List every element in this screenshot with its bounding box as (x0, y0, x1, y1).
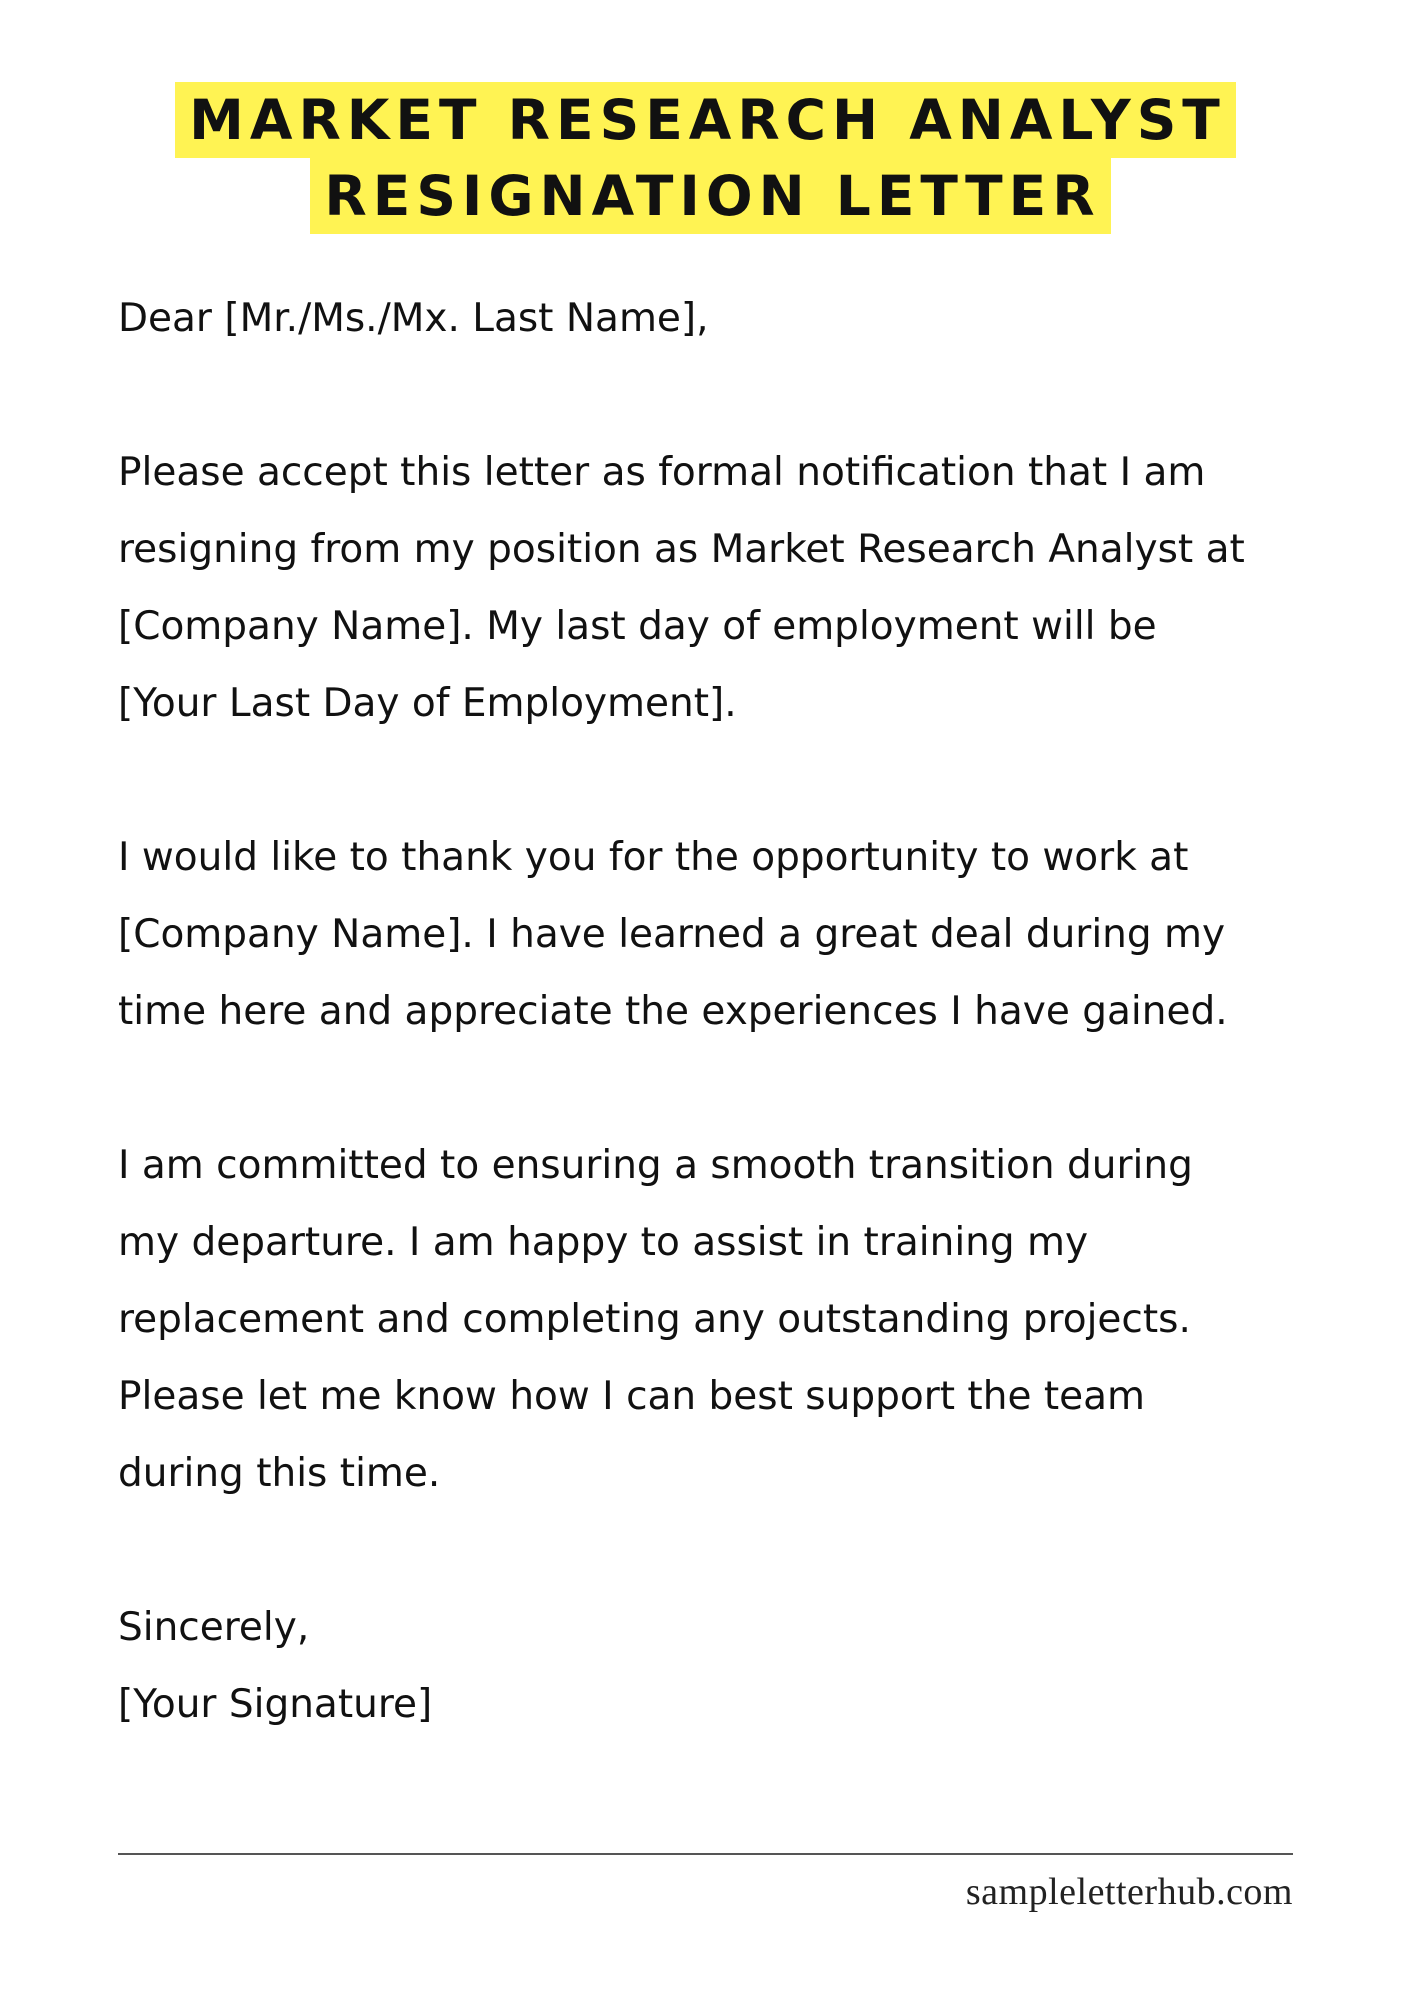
paragraph-line: [Company Name]. My last day of employment will be (118, 604, 1157, 649)
salutation: Dear [Mr./Ms./Mx. Last Name], (118, 296, 709, 341)
paragraph-gap (118, 742, 1358, 819)
paragraph-line: I am committed to ensuring a smooth transition during (118, 1143, 1193, 1188)
paragraph-2 (118, 819, 1358, 1050)
paragraph-line: Please let me know how I can best support the team (118, 1374, 1146, 1419)
title-line-2: RESIGNATION LETTER (310, 158, 1110, 234)
paragraph-line: I would like to thank you for the opportunity to work at (118, 835, 1189, 880)
letter-body (118, 280, 1358, 1743)
paragraph-line: Please accept this letter as formal notification that I am (118, 450, 1206, 495)
paragraph-line: [Company Name]. I have learned a great deal during my (118, 912, 1226, 957)
title-line-1: MARKET RESEARCH ANALYST (175, 82, 1236, 158)
paragraph-gap (118, 1050, 1358, 1127)
paragraph-line: replacement and completing any outstanding projects. (118, 1297, 1191, 1342)
paragraph-3 (118, 1127, 1358, 1512)
paragraph-line: resigning from my position as Market Research Analyst at (118, 527, 1245, 572)
paragraph-line: during this time. (118, 1451, 441, 1496)
letter-title (0, 82, 1414, 234)
paragraph-gap (118, 1512, 1358, 1589)
paragraph-line: [Your Last Day of Employment]. (118, 681, 737, 726)
footer-divider (118, 1853, 1293, 1855)
signature-placeholder: [Your Signature] (118, 1682, 433, 1727)
paragraph-1 (118, 434, 1358, 742)
footer-website: sampleletterhub.com (965, 1871, 1293, 1913)
paragraph-line: time here and appreciate the experiences I have gained. (118, 989, 1228, 1034)
paragraph-line: my departure. I am happy to assist in training my (118, 1220, 1089, 1265)
closing: Sincerely, (118, 1605, 310, 1650)
paragraph-gap (118, 357, 1358, 434)
